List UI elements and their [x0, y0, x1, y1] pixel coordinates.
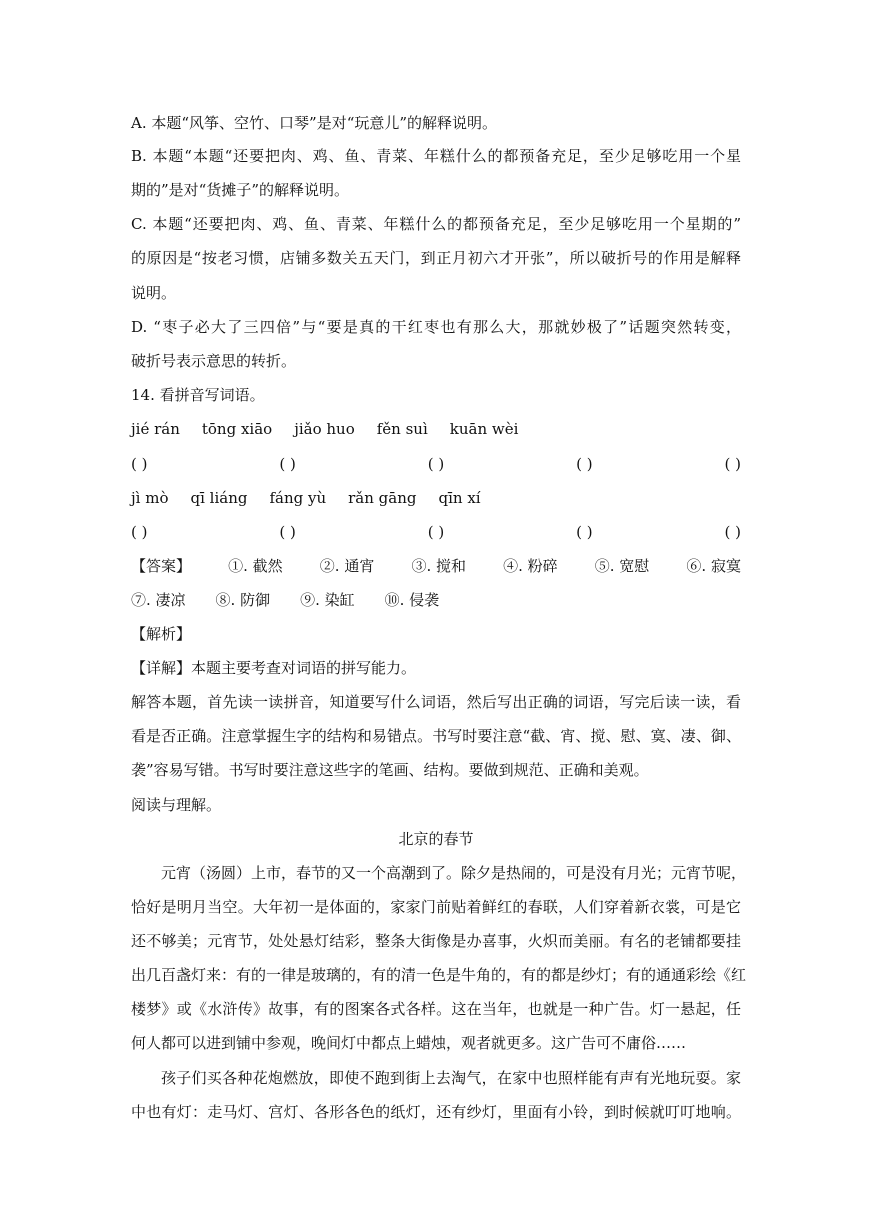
option-a-text: A. 本题“风筝、空竹、口琴”是对“玩意儿”的解释说明。 — [131, 114, 498, 132]
option-c-text-line2: 的原因是“按老习惯，店铺多数关五天门，到正月初六才开张”，所以破折号的作用是解释 — [131, 249, 741, 267]
answer-blank: ( ) — [724, 523, 741, 541]
passage-title: 北京的春节 — [398, 830, 474, 848]
answer-blank: ( ) — [131, 523, 148, 541]
answer-blank: ( ) — [576, 523, 593, 541]
passage-line: 出几百盏灯来：有的一律是玻璃的，有的清一色是牛角的，有的都是纱灯；有的通通彩绘《红 — [131, 966, 747, 984]
answer-blank: ( ) — [279, 523, 296, 541]
answer-item: ①. 截然 — [228, 557, 283, 575]
passage-line: 楼梦》或《水浒传》故事，有的图案各式各样。这在当年，也就是一种广告。灯一悬起，任 — [131, 1000, 741, 1018]
answer-blank: ( ) — [279, 455, 296, 473]
analysis-paragraph-line3: 袭”容易写错。书写时要注意这些字的笔画、结构。要做到规范、正确和美观。 — [131, 761, 649, 779]
pinyin-item: qīn xí — [438, 489, 481, 507]
reading-section-label: 阅读与理解。 — [131, 796, 222, 814]
pinyin-item: jì mò — [131, 489, 169, 507]
passage-line: 恰好是明月当空。大年初一是体面的，家家门前贴着鲜红的春联，人们穿着新衣裳，可是它 — [131, 898, 741, 916]
answer-item: ⑨. 染缸 — [300, 591, 355, 609]
pinyin-item: jiǎo huo — [294, 420, 355, 438]
pinyin-item: jié rán — [131, 420, 180, 438]
question-title: 14. 看拼音写词语。 — [131, 386, 265, 404]
answer-item: ②. 通宵 — [319, 557, 375, 575]
answer-blank: ( ) — [427, 455, 445, 473]
answer-item: ⑩. 侵袭 — [384, 591, 440, 609]
passage-line: 还不够美；元宵节，处处悬灯结彩，整条大街像是办喜事，火炽而美丽。有名的老铺都要挂 — [131, 932, 741, 950]
analysis-label: 【解析】 — [131, 625, 192, 643]
analysis-paragraph-line2: 看是否正确。注意掌握生字的结构和易错点。书写时要注意“截、宵、搅、慰、寞、凄、御、 — [131, 727, 741, 745]
answer-item: ⑤. 宽慰 — [594, 557, 650, 575]
option-c-text-line3: 说明。 — [131, 284, 177, 302]
pinyin-item: tōng xiāo — [201, 420, 273, 438]
answer-item: ⑥. 寂寞 — [686, 557, 741, 575]
option-d-text-line1: D. “枣子必大了三四倍”与“要是真的干红枣也有那么大，那就妙极了”话题突然转变， — [131, 318, 741, 336]
answer-row-2 — [131, 590, 741, 610]
answer-row-1 — [131, 556, 741, 576]
passage-line: 孩子们买各种花炮燃放，即使不跑到街上去淘气，在家中也照样能有声有光地玩耍。家 — [161, 1069, 741, 1087]
pinyin-row-1 — [131, 419, 741, 439]
pinyin-item: qī liáng — [190, 489, 248, 507]
analysis-paragraph-line1: 解答本题，首先读一读拼音，知道要写什么词语，然后写出正确的词语，写完后读一读，看 — [131, 693, 741, 711]
option-b-text-line1: B. 本题“本题“还要把肉、鸡、鱼、青菜、年糕什么的都预备充足，至少足够吃用一个星 — [131, 147, 741, 165]
answer-item: ⑦. 凄凉 — [131, 591, 186, 609]
option-b-text-line2: 期的”是对“货摊子”的解释说明。 — [131, 181, 350, 199]
pinyin-item: fěn suì — [376, 420, 428, 438]
answer-item: ④. 粉碎 — [503, 557, 558, 575]
passage-line: 何人都可以进到铺中参观，晚间灯中都点上蜡烛，观者就更多。这广告可不庸俗…… — [131, 1034, 687, 1052]
analysis-detail: 【详解】本题主要考查对词语的拼写能力。 — [131, 659, 417, 677]
answer-item: ③. 搅和 — [411, 557, 466, 575]
option-c-text-line1: C. 本题“还要把肉、鸡、鱼、青菜、年糕什么的都预备充足，至少足够吃用一个星期的” — [131, 215, 741, 233]
pinyin-item: fáng yù — [269, 489, 327, 507]
option-d-text-line2: 破折号表示意思的转折。 — [131, 352, 297, 370]
blank-row-2 — [131, 522, 741, 542]
answer-blank: ( ) — [131, 455, 148, 473]
passage-line: 元宵（汤圆）上市，春节的又一个高潮到了。除夕是热闹的，可是没有月光；元宵节呢， — [161, 864, 747, 882]
answer-item: ⑧. 防御 — [215, 591, 271, 609]
pinyin-item: rǎn gāng — [348, 489, 417, 507]
pinyin-row-2 — [131, 488, 741, 508]
pinyin-item: kuān wèi — [449, 420, 519, 438]
answer-label: 【答案】 — [131, 557, 192, 575]
answer-blank: ( ) — [427, 523, 445, 541]
passage-line: 中也有灯：走马灯、宫灯、各形各色的纸灯，还有纱灯，里面有小铃，到时候就叮叮地响。 — [131, 1103, 741, 1121]
answer-blank: ( ) — [724, 455, 741, 473]
answer-blank: ( ) — [576, 455, 593, 473]
blank-row-1 — [131, 454, 741, 474]
